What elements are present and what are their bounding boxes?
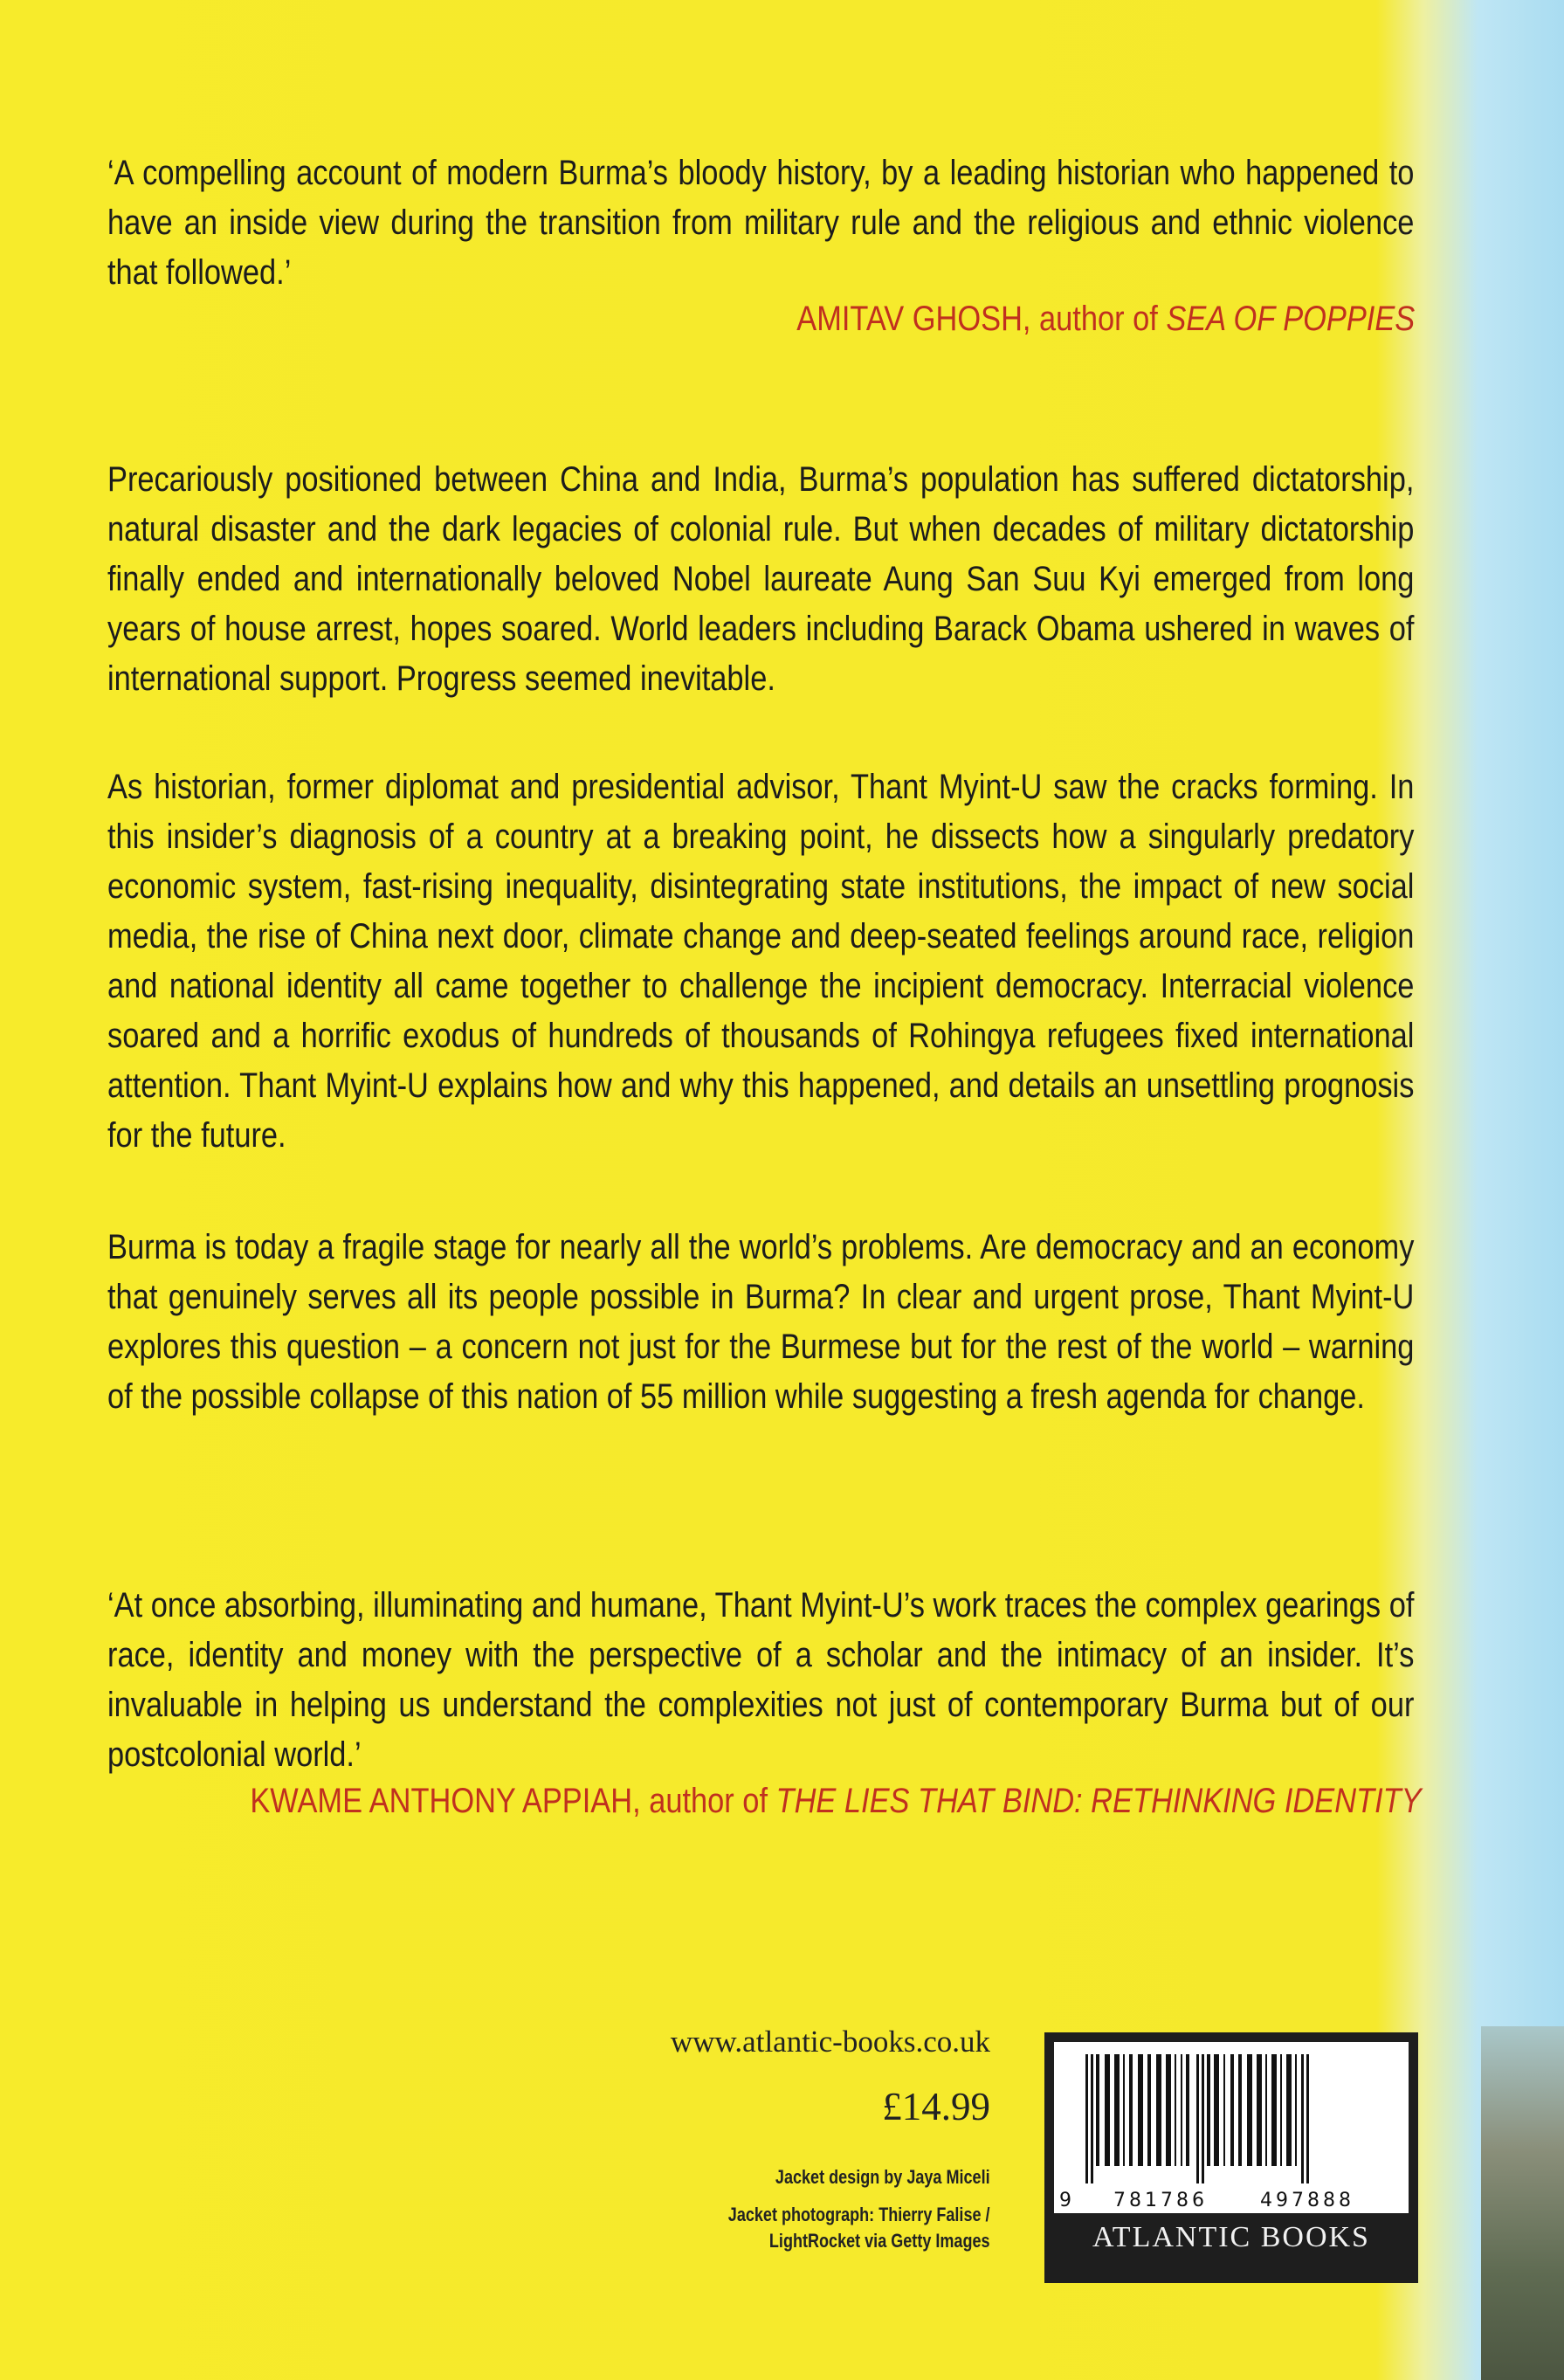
barcode-bar xyxy=(1301,2054,1304,2183)
publisher-logo: ATLANTIC BOOKS xyxy=(1092,2221,1370,2253)
barcode-bar xyxy=(1085,2054,1088,2183)
barcode-bar xyxy=(1138,2054,1143,2166)
endorsement-attribution-2 xyxy=(251,1782,1422,1821)
barcode-bar xyxy=(1214,2054,1219,2166)
jacket-photo-credit-line: Jacket photograph: Thierry Falise / xyxy=(728,2204,990,2225)
barcode-bar xyxy=(1156,2054,1161,2166)
barcode-bars xyxy=(1085,2054,1391,2183)
barcode-bar xyxy=(1181,2054,1182,2166)
endorser-prefix: , author of xyxy=(1022,300,1167,338)
barcode-digits-left: 781786 xyxy=(1113,2190,1208,2211)
cover-photo-edge xyxy=(1481,2026,1564,2380)
jacket-photo-credit xyxy=(728,2202,990,2254)
endorser-name: KWAME ANTHONY APPIAH xyxy=(250,1782,633,1820)
barcode-bar xyxy=(1280,2054,1282,2166)
barcode-bar xyxy=(1207,2054,1210,2166)
barcode-bar xyxy=(1166,2054,1171,2166)
endorser-prefix: , author of xyxy=(632,1782,776,1820)
barcode-bar xyxy=(1202,2054,1204,2183)
barcode-bar xyxy=(1186,2054,1189,2166)
endorser-book-title: THE LIES THAT BIND: RETHINKING IDENTITY xyxy=(775,1782,1422,1820)
barcode-digits-right: 497888 xyxy=(1260,2190,1354,2211)
barcode-bar xyxy=(1238,2054,1242,2166)
barcode-bar xyxy=(1265,2054,1267,2166)
barcode-bar xyxy=(1230,2054,1234,2166)
barcode-bar xyxy=(1223,2054,1225,2166)
blurb-paragraph: Burma is today a fragile stage for nearly all the world’s problems. Are democracy and an economy that genuinely serves all its people possible in Burma? In clear and urgent prose, Thant Myint-U explores this question – a concern not just for the Burmese but for the rest of the world – warning of the possible collapse of this nation of 55 million while suggesting a fresh agenda for change. xyxy=(107,1228,1415,1416)
endorsement-quote-2: ‘At once absorbing, illuminating and humane, Thant Myint-U’s work traces the complex gearings of race, identity and money with the perspective of a scholar and the intimacy of an insider. It’s invaluable in helping us understand the complexities not just of contemporary Burma but of our postcolonial world.’ xyxy=(107,1586,1415,1774)
jacket-design-credit: Jacket design by Jaya Miceli xyxy=(775,2166,990,2188)
barcode-bar xyxy=(1271,2054,1277,2166)
publisher-website: www.atlantic-books.co.uk xyxy=(670,2025,990,2059)
barcode-bar xyxy=(1175,2054,1176,2166)
blurb-paragraph: Precariously positioned between China and India, Burma’s population has suffered dictatorship, natural disaster and the dark legacies of colonial rule. But when decades of military dictatorship finally ended and internationally beloved Nobel laureate Aung San Suu Kyi emerged from long years of house arrest, hopes soared. World leaders including Barack Obama ushered in waves of international support. Progress seemed inevitable. xyxy=(107,460,1415,698)
barcode-bar xyxy=(1147,2054,1151,2166)
barcode-digit-first: 9 xyxy=(1059,2190,1071,2211)
endorsement-quote-1: ‘A compelling account of modern Burma’s bloody history, by a leading historian who happened to have an inside view during the transition from military rule and the religious and ethnic violence that followed.’ xyxy=(107,154,1415,292)
barcode-bar xyxy=(1196,2054,1199,2183)
endorser-name: AMITAV GHOSH xyxy=(796,300,1023,338)
barcode-bar xyxy=(1114,2054,1120,2166)
barcode-bar xyxy=(1129,2054,1133,2166)
barcode-bar xyxy=(1306,2054,1309,2183)
blurb-paragraph: As historian, former diplomat and presidential advisor, Thant Myint-U saw the cracks forming. In this insider’s diagnosis of a country at a breaking point, he dissects how a singularly predatory economic system, fast-rising inequality, disintegrating state institutions, the impact of new social media, the rise of China next door, climate change and deep-seated feelings around race, religion and national identity all came together to challenge the incipient democracy. Interracial violence soared and a horrific exodus of hundreds of thousands of Rohingya refugees fixed international attention. Thant Myint-U explains how and why this happened, and details an unsettling prognosis for the future. xyxy=(107,768,1415,1155)
barcode-bar xyxy=(1091,2054,1093,2183)
endorsement-attribution-1 xyxy=(796,300,1415,339)
isbn-barcode xyxy=(1054,2042,1409,2213)
barcode-bar xyxy=(1096,2054,1099,2166)
barcode-panel xyxy=(1044,2032,1418,2283)
jacket-photo-credit-line: LightRocket via Getty Images xyxy=(769,2230,990,2252)
barcode-bar xyxy=(1105,2054,1110,2166)
barcode-bar xyxy=(1286,2054,1292,2166)
endorser-book-title: SEA OF POPPIES xyxy=(1166,300,1415,338)
barcode-bar xyxy=(1295,2054,1297,2166)
barcode-bar xyxy=(1123,2054,1125,2166)
price: £14.99 xyxy=(882,2085,990,2128)
barcode-bar xyxy=(1257,2054,1262,2166)
barcode-bar xyxy=(1247,2054,1252,2166)
